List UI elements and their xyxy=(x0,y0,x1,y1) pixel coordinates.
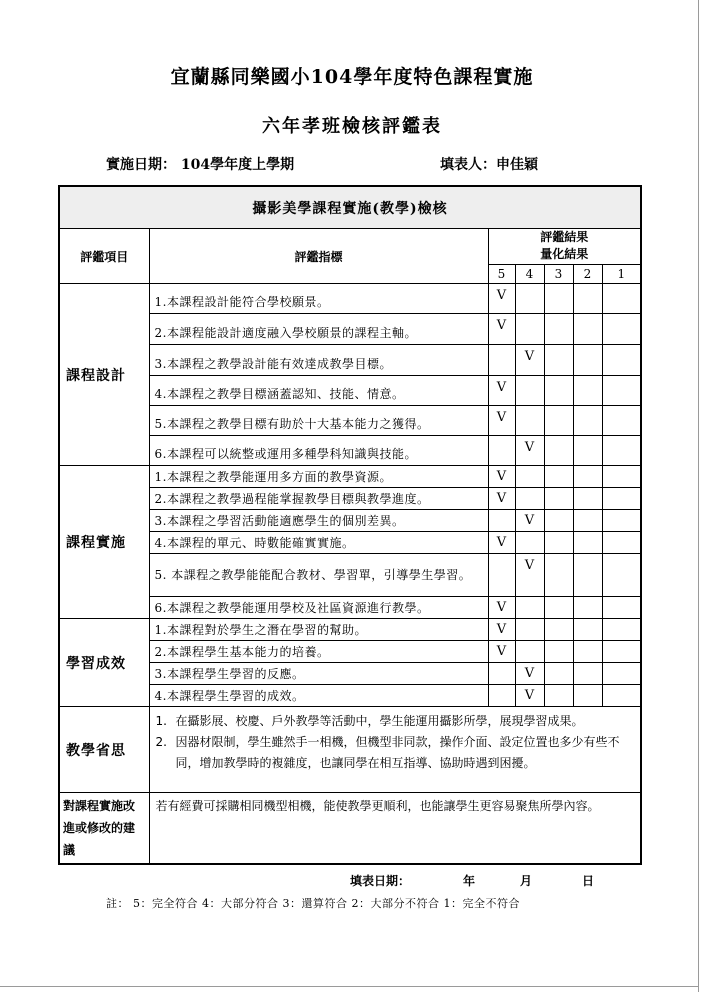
score-cell-3[interactable] xyxy=(544,510,573,532)
score-cell-1[interactable] xyxy=(602,284,641,314)
fill-date-label: 填表日期： xyxy=(350,874,411,888)
score-cell-4[interactable] xyxy=(515,619,544,641)
check-mark[interactable]: V xyxy=(488,619,515,641)
date-value: 104學年度上學期 xyxy=(180,157,295,173)
score-cell-3[interactable] xyxy=(544,488,573,510)
reflection-row xyxy=(59,707,641,793)
score-cell-2[interactable] xyxy=(573,597,602,619)
score-cell-2[interactable] xyxy=(573,406,602,436)
score-cell-1[interactable] xyxy=(602,436,641,466)
score-cell-4[interactable] xyxy=(515,376,544,406)
check-mark[interactable]: V xyxy=(515,663,544,685)
score-cell-2[interactable] xyxy=(573,314,602,345)
check-mark[interactable]: V xyxy=(515,436,544,466)
indicator-text: 3.本課程之教學設計能有效達成教學目標。 xyxy=(149,345,488,376)
score-cell-4[interactable] xyxy=(515,641,544,663)
category-implementation: 課程實施 xyxy=(59,466,149,619)
check-mark[interactable]: V xyxy=(515,345,544,376)
filler-label: 填表人： xyxy=(440,157,496,173)
result-label: 評鑑結果 xyxy=(540,230,589,245)
indicator-text: 3.本課程之學習活動能適應學生的個別差異。 xyxy=(149,510,488,532)
check-mark[interactable]: V xyxy=(488,284,515,314)
page-edge-right xyxy=(698,0,699,992)
indicator-text: 1.本課程設計能符合學校願景。 xyxy=(149,284,488,314)
check-mark[interactable]: V xyxy=(515,685,544,707)
rating-note: 註： 5：完全符合 4：大部分符合 3：還算符合 2：大部分不符合 1：完全不符合 xyxy=(106,897,520,910)
score-cell-2[interactable] xyxy=(573,619,602,641)
indicator-text: 1.本課程對於學生之潛在學習的幫助。 xyxy=(149,619,488,641)
check-mark[interactable]: V xyxy=(488,466,515,488)
score-cell-5[interactable] xyxy=(488,510,515,532)
score-cell-5[interactable] xyxy=(488,345,515,376)
indicator-text: 5. 本課程之教學能能配合教材、學習單，引導學生學習。 xyxy=(149,554,488,597)
score-cell-2[interactable] xyxy=(573,663,602,685)
score-cell-1[interactable] xyxy=(602,488,641,510)
score-cell-2[interactable] xyxy=(573,554,602,597)
score-cell-3[interactable] xyxy=(544,685,573,707)
filler xyxy=(440,154,538,174)
score-cell-4[interactable] xyxy=(515,466,544,488)
score-cell-1[interactable] xyxy=(602,406,641,436)
check-mark[interactable]: V xyxy=(515,554,544,597)
document-subtitle: 六年孝班檢核評鑑表 xyxy=(262,116,442,137)
score-cell-5[interactable] xyxy=(488,663,515,685)
score-cell-3[interactable] xyxy=(544,663,573,685)
score-header-2: 2 xyxy=(573,264,602,283)
indicator-text: 4.本課程學生學習的成效。 xyxy=(149,685,488,707)
indicator-text: 2.本課程能設計適度融入學校願景的課程主軸。 xyxy=(149,314,488,345)
score-cell-2[interactable] xyxy=(573,466,602,488)
indicator-text: 3.本課程學生學習的反應。 xyxy=(149,663,488,685)
indicator-text: 4.本課程的單元、時數能確實實施。 xyxy=(149,532,488,554)
score-cell-4[interactable] xyxy=(515,406,544,436)
indicator-row xyxy=(59,284,641,314)
score-cell-1[interactable] xyxy=(602,597,641,619)
score-cell-3[interactable] xyxy=(544,532,573,554)
score-cell-2[interactable] xyxy=(573,685,602,707)
fill-date-year: 年 xyxy=(463,874,476,888)
score-cell-3[interactable] xyxy=(544,436,573,466)
score-cell-3[interactable] xyxy=(544,406,573,436)
indicator-text: 4.本課程之教學目標涵蓋認知、技能、情意。 xyxy=(149,376,488,406)
indicator-text: 6.本課程之教學能運用學校及社區資源進行教學。 xyxy=(149,597,488,619)
score-cell-3[interactable] xyxy=(544,466,573,488)
fill-date-month: 月 xyxy=(520,874,533,888)
document-title: 宜蘭縣同樂國小104學年度特色課程實施 xyxy=(170,66,534,88)
score-cell-3[interactable] xyxy=(544,376,573,406)
section-title: 攝影美學課程實施(教學)檢核 xyxy=(59,186,641,229)
check-mark[interactable]: V xyxy=(488,406,515,436)
score-cell-5[interactable] xyxy=(488,554,515,597)
suggestion-label: 對課程實施改進或修改的建議 xyxy=(59,793,149,865)
score-header-1: 1 xyxy=(602,264,641,283)
column-header-indicator: 評鑑指標 xyxy=(149,229,488,284)
score-cell-4[interactable] xyxy=(515,284,544,314)
column-header-item: 評鑑項目 xyxy=(59,229,149,284)
reflection-item xyxy=(156,711,635,732)
reflection-item-number: 1. xyxy=(155,714,167,728)
indicator-row xyxy=(59,466,641,488)
score-cell-5[interactable] xyxy=(488,685,515,707)
score-cell-1[interactable] xyxy=(602,510,641,532)
score-cell-3[interactable] xyxy=(544,619,573,641)
score-cell-1[interactable] xyxy=(602,376,641,406)
filler-value: 申佳穎 xyxy=(496,157,538,173)
category-design: 課程設計 xyxy=(59,284,149,466)
quant-label: 量化結果 xyxy=(540,247,589,262)
score-cell-3[interactable] xyxy=(544,641,573,663)
score-cell-3[interactable] xyxy=(544,284,573,314)
reflection-item xyxy=(156,732,635,774)
score-cell-4[interactable] xyxy=(515,532,544,554)
date-label: 實施日期： xyxy=(106,157,176,173)
check-mark[interactable]: V xyxy=(488,488,515,510)
score-cell-2[interactable] xyxy=(573,284,602,314)
score-cell-2[interactable] xyxy=(573,345,602,376)
score-cell-4[interactable] xyxy=(515,314,544,345)
fill-date-day: 日 xyxy=(582,874,595,888)
score-cell-3[interactable] xyxy=(544,554,573,597)
score-cell-2[interactable] xyxy=(573,376,602,406)
score-cell-3[interactable] xyxy=(544,314,573,345)
score-cell-2[interactable] xyxy=(573,436,602,466)
indicator-row xyxy=(59,619,641,641)
check-mark[interactable]: V xyxy=(488,532,515,554)
score-cell-1[interactable] xyxy=(602,314,641,345)
check-mark[interactable]: V xyxy=(488,314,515,345)
score-cell-2[interactable] xyxy=(573,641,602,663)
indicator-text: 2.本課程學生基本能力的培養。 xyxy=(149,641,488,663)
suggestion-row xyxy=(59,793,641,865)
score-header-4: 4 xyxy=(515,264,544,283)
check-mark[interactable]: V xyxy=(488,376,515,406)
score-cell-1[interactable] xyxy=(602,685,641,707)
evaluation-form xyxy=(58,185,642,865)
score-cell-2[interactable] xyxy=(573,510,602,532)
indicator-text: 6.本課程可以統整或運用多種學科知識與技能。 xyxy=(149,436,488,466)
score-cell-5[interactable] xyxy=(488,436,515,466)
implementation-date xyxy=(106,154,294,174)
score-cell-2[interactable] xyxy=(573,488,602,510)
score-cell-1[interactable] xyxy=(602,619,641,641)
reflection-item-text: 在攝影展、校慶、戶外教學等活動中，學生能運用攝影所學，展現學習成果。 xyxy=(175,714,584,728)
check-mark[interactable]: V xyxy=(488,597,515,619)
indicator-text: 5.本課程之教學目標有助於十大基本能力之獲得。 xyxy=(149,406,488,436)
indicator-text: 1.本課程之教學能運用多方面的教學資源。 xyxy=(149,466,488,488)
score-cell-3[interactable] xyxy=(544,597,573,619)
check-mark[interactable]: V xyxy=(515,510,544,532)
indicator-text: 2.本課程之教學過程能掌握教學目標與教學進度。 xyxy=(149,488,488,510)
score-cell-1[interactable] xyxy=(602,532,641,554)
score-header-3: 3 xyxy=(544,264,573,283)
reflection-content xyxy=(149,707,641,793)
reflection-item-number: 2. xyxy=(155,735,167,749)
score-cell-1[interactable] xyxy=(602,466,641,488)
page-edge-bottom xyxy=(0,986,699,987)
reflection-item-text: 因器材限制，學生雖然手一相機，但機型非同款，操作介面、設定位置也多少有些不同，增加教學時的複雜度，也讓同學在相互指導、協助時遇到困擾。 xyxy=(175,735,620,770)
score-header-5: 5 xyxy=(488,264,515,283)
score-cell-1[interactable] xyxy=(602,641,641,663)
score-cell-1[interactable] xyxy=(602,345,641,376)
score-cell-4[interactable] xyxy=(515,488,544,510)
category-outcome: 學習成效 xyxy=(59,619,149,707)
score-cell-1[interactable] xyxy=(602,554,641,597)
column-header-result xyxy=(488,229,641,265)
score-cell-2[interactable] xyxy=(573,532,602,554)
score-cell-1[interactable] xyxy=(602,663,641,685)
score-cell-3[interactable] xyxy=(544,345,573,376)
suggestion-text: 若有經費可採購相同機型相機，能使教學更順利，也能讓學生更容易聚焦所學內容。 xyxy=(149,793,641,865)
score-cell-4[interactable] xyxy=(515,597,544,619)
reflection-label: 教學省思 xyxy=(59,707,149,793)
check-mark[interactable]: V xyxy=(488,641,515,663)
